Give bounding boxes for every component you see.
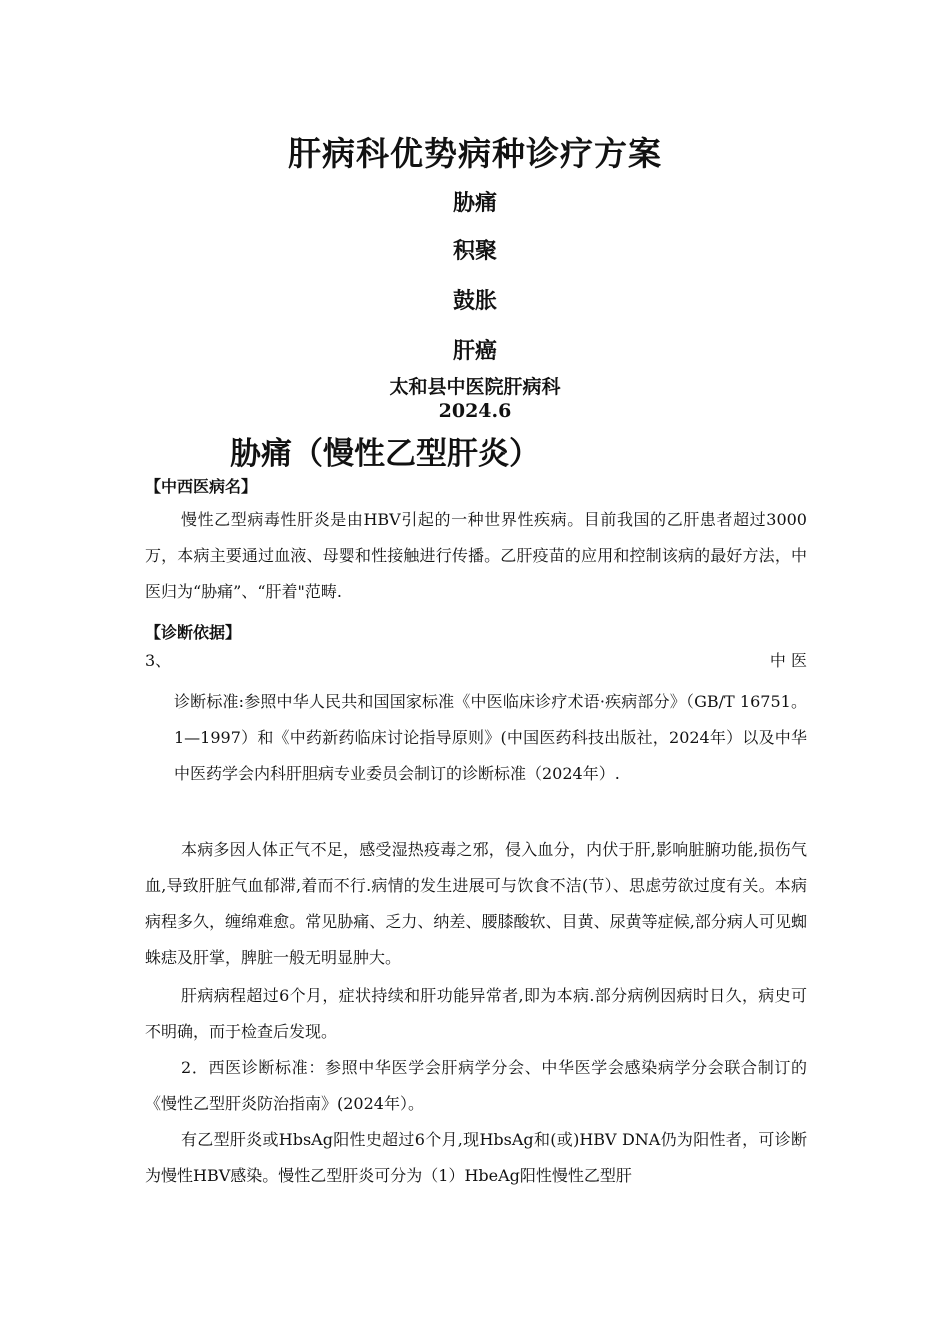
heading-disease-name: 【中西医病名】: [145, 477, 258, 496]
paragraph-hbv-infection: 有乙型肝炎或HbsAg阳性史超过6个月,现HbsAg和(或)HBV DNA仍为阳性者，可诊断为慢性HBV感染。慢性乙型肝炎可分为（1）HbeAg阳性慢性乙型肝: [145, 1130, 807, 1185]
subtitle-xietong: 胁痛: [452, 191, 497, 216]
document-date: 2024.6: [438, 400, 512, 422]
subtitle-guzhang: 鼓胀: [452, 289, 497, 314]
section-title: 胁痛（慢性乙型肝炎）: [230, 436, 540, 472]
item-3-row: [145, 648, 807, 671]
subtitle-jiju: 积聚: [452, 239, 497, 264]
heading-diagnosis: 【诊断依据】: [145, 623, 242, 642]
paragraph-tcm-standard: 诊断标准:参照中华人民共和国国家标准《中医临床诊疗术语·疾病部分》（GB/T 16751。1—1997）和《中药新药临床讨论指导原则》(中国医药科技出版社，2024年）以及中华中医药学会内科肝胆病专业委员会制订的诊断标准（2024年）.: [174, 692, 807, 783]
paragraph-cause: 本病多因人体正气不足，感受湿热疫毒之邪，侵入血分，内伏于肝,影响脏腑功能,损伤气血,导致肝脏气血郁滞,着而不行.病情的发生进展可与饮食不洁(节）、思虑劳欲过度有关。本病病程多久，缠绵难愈。常见胁痛、乏力、纳差、腰膝酸软、目黄、尿黄等症候,部分病人可见蜘蛛痣及肝掌，脾脏一般无明显肿大。: [145, 840, 807, 967]
main-title: 肝病科优势病种诊疗方案: [288, 134, 662, 173]
paragraph-course: 肝病病程超过6个月，症状持续和肝功能异常者,即为本病.部分病例因病时日久，病史可不明确，而于检查后发现。: [145, 986, 807, 1041]
paragraph-western-standard: 2．西医诊断标准：参照中华医学会肝病学分会、中华医学会感染病学分会联合制订的《慢性乙型肝炎防治指南》(2024年）。: [145, 1058, 807, 1113]
subtitle-gan-ai: 肝癌: [452, 339, 497, 364]
organization: 太和县中医院肝病科: [389, 376, 561, 398]
item-3-right-text: 中 医: [769, 651, 807, 670]
item-3-label: 3、: [145, 651, 172, 670]
paragraph-disease-name: 慢性乙型病毒性肝炎是由HBV引起的一种世界性疾病。目前我国的乙肝患者超过3000万，本病主要通过血液、母婴和性接触进行传播。乙肝疫苗的应用和控制该病的最好方法，中医归为“胁痛”、“肝着"范畴.: [145, 510, 807, 601]
